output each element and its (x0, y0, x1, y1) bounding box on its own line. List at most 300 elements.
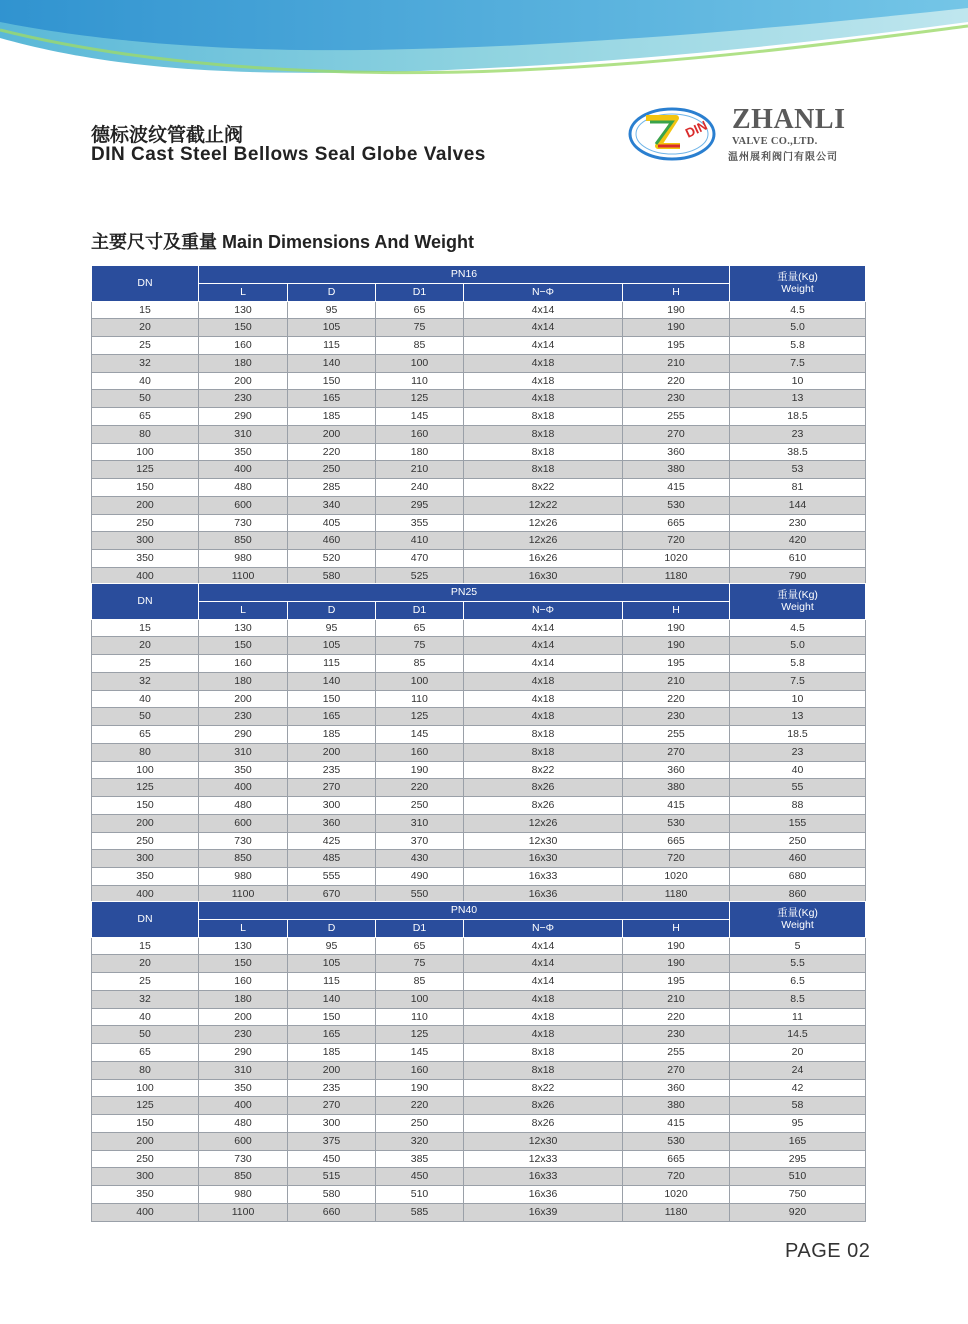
table-cell: 8x22 (464, 1079, 623, 1097)
table-cell: 730 (199, 514, 288, 532)
table-cell: 450 (376, 1168, 464, 1186)
table-cell: 4x14 (464, 637, 623, 655)
table-cell: 405 (288, 514, 376, 532)
table-cell: 4x14 (464, 619, 623, 637)
table-cell: 4x14 (464, 319, 623, 337)
table-cell: 270 (623, 1061, 730, 1079)
table-cell: 220 (623, 690, 730, 708)
table-cell: 250 (92, 514, 199, 532)
table-cell: 1100 (199, 567, 288, 585)
table-cell: 5.8 (730, 337, 866, 355)
table-cell: 195 (623, 655, 730, 673)
table-cell: 600 (199, 1132, 288, 1150)
table-cell: 81 (730, 479, 866, 497)
table-cell: 300 (92, 532, 199, 550)
table-cell: 5 (730, 937, 866, 955)
table-cell: 4x14 (464, 955, 623, 973)
table-row (92, 1203, 866, 1221)
table-cell: 40 (92, 690, 199, 708)
logo-company-cn: 温州展利阀门有限公司 (728, 152, 838, 163)
table-cell: 480 (199, 797, 288, 815)
table-cell: 8x26 (464, 779, 623, 797)
table-cell: 190 (623, 637, 730, 655)
table-cell: 23 (730, 425, 866, 443)
table-cell: 400 (92, 567, 199, 585)
table-row (92, 832, 866, 850)
table-cell: 145 (376, 1044, 464, 1062)
table-row (92, 637, 866, 655)
table-cell: 8x22 (464, 479, 623, 497)
table-cell: 4x14 (464, 937, 623, 955)
table-cell: 980 (199, 1186, 288, 1204)
table-cell: 490 (376, 868, 464, 886)
table-row (92, 1115, 866, 1133)
table-cell: 8x22 (464, 761, 623, 779)
table-cell: 75 (376, 637, 464, 655)
table-cell: 24 (730, 1061, 866, 1079)
col-header-l: L (199, 601, 288, 619)
table-cell: 12x26 (464, 514, 623, 532)
table-cell: 410 (376, 532, 464, 550)
table-cell: 185 (288, 726, 376, 744)
table-cell: 160 (376, 743, 464, 761)
col-header-d: D (288, 283, 376, 301)
col-header-d: D (288, 601, 376, 619)
table-cell: 230 (199, 1026, 288, 1044)
table-cell: 400 (199, 779, 288, 797)
table-cell: 20 (92, 955, 199, 973)
table-cell: 150 (92, 1115, 199, 1133)
table-row (92, 408, 866, 426)
table-cell: 58 (730, 1097, 866, 1115)
pressure-class-header: PN40 (199, 902, 730, 920)
table-cell: 250 (92, 1150, 199, 1168)
table-cell: 295 (730, 1150, 866, 1168)
table-row (92, 514, 866, 532)
table-cell: 12x30 (464, 1132, 623, 1150)
table-cell: 18.5 (730, 408, 866, 426)
table-cell: 270 (623, 743, 730, 761)
table-cell: 230 (199, 390, 288, 408)
table-cell: 190 (623, 937, 730, 955)
section-title: 主要尺寸及重量 Main Dimensions And Weight (91, 232, 475, 252)
table-cell: 1100 (199, 885, 288, 903)
table-cell: 250 (92, 832, 199, 850)
table-cell: 610 (730, 550, 866, 568)
table-row (92, 708, 866, 726)
table-cell: 12x22 (464, 496, 623, 514)
table-cell: 95 (288, 619, 376, 637)
table-cell: 13 (730, 708, 866, 726)
table-cell: 105 (288, 319, 376, 337)
table-row (92, 1186, 866, 1204)
table-row (92, 814, 866, 832)
table-cell: 400 (199, 461, 288, 479)
table-cell: 300 (92, 1168, 199, 1186)
table-cell: 13 (730, 390, 866, 408)
table-cell: 85 (376, 973, 464, 991)
table-row (92, 443, 866, 461)
table-cell: 140 (288, 354, 376, 372)
table-cell: 4x14 (464, 301, 623, 319)
dimension-table-pn25 (91, 583, 866, 904)
table-cell: 10 (730, 690, 866, 708)
table-cell: 4x14 (464, 655, 623, 673)
table-cell: 8x18 (464, 443, 623, 461)
table-row (92, 479, 866, 497)
table-cell: 32 (92, 354, 199, 372)
table-cell: 1020 (623, 868, 730, 886)
table-cell: 15 (92, 301, 199, 319)
table-cell: 530 (623, 814, 730, 832)
table-cell: 5.8 (730, 655, 866, 673)
table-cell: 23 (730, 743, 866, 761)
table-cell: 32 (92, 672, 199, 690)
table-cell: 85 (376, 337, 464, 355)
table-cell: 200 (199, 372, 288, 390)
table-cell: 190 (376, 1079, 464, 1097)
table-cell: 130 (199, 937, 288, 955)
table-cell: 665 (623, 1150, 730, 1168)
table-row (92, 1079, 866, 1097)
table-cell: 8x26 (464, 1115, 623, 1133)
table-cell: 1020 (623, 1186, 730, 1204)
table-cell: 4x18 (464, 1008, 623, 1026)
col-header-weight (730, 584, 866, 620)
table-row (92, 955, 866, 973)
table-cell: 480 (199, 1115, 288, 1133)
table-cell: 165 (288, 1026, 376, 1044)
table-cell: 355 (376, 514, 464, 532)
table-cell: 145 (376, 726, 464, 744)
table-cell: 8x18 (464, 1044, 623, 1062)
table-cell: 5.5 (730, 955, 866, 973)
table-cell: 4x18 (464, 990, 623, 1008)
table-cell: 210 (623, 672, 730, 690)
col-header-n: N−Φ (464, 919, 623, 937)
table-cell: 200 (288, 743, 376, 761)
table-cell: 53 (730, 461, 866, 479)
table-cell: 220 (376, 779, 464, 797)
table-row (92, 550, 866, 568)
table-row (92, 619, 866, 637)
table-cell: 185 (288, 1044, 376, 1062)
table-cell: 12x26 (464, 532, 623, 550)
table-row (92, 761, 866, 779)
table-cell: 850 (199, 1168, 288, 1186)
table-cell: 720 (623, 532, 730, 550)
table-cell: 340 (288, 496, 376, 514)
table-cell: 255 (623, 726, 730, 744)
table-row (92, 797, 866, 815)
table-cell: 230 (730, 514, 866, 532)
weight-label-en: Weight (781, 919, 814, 932)
table-cell: 285 (288, 479, 376, 497)
table-cell: 600 (199, 814, 288, 832)
col-header-d1: D1 (376, 601, 464, 619)
table-row (92, 850, 866, 868)
table-cell: 7.5 (730, 354, 866, 372)
table-cell: 100 (376, 354, 464, 372)
table-cell: 14.5 (730, 1026, 866, 1044)
table-cell: 1100 (199, 1203, 288, 1221)
table-cell: 530 (623, 496, 730, 514)
table-cell: 6.5 (730, 973, 866, 991)
table-cell: 150 (199, 637, 288, 655)
table-cell: 235 (288, 1079, 376, 1097)
table-cell: 8x26 (464, 797, 623, 815)
table-cell: 8x26 (464, 1097, 623, 1115)
table-cell: 15 (92, 937, 199, 955)
table-cell: 860 (730, 885, 866, 903)
table-cell: 585 (376, 1203, 464, 1221)
table-cell: 460 (730, 850, 866, 868)
col-header-d: D (288, 919, 376, 937)
table-cell: 8x18 (464, 408, 623, 426)
table-cell: 510 (376, 1186, 464, 1204)
table-cell: 16x36 (464, 1186, 623, 1204)
logo-company-name: ZHANLI (732, 104, 846, 135)
table-cell: 65 (376, 937, 464, 955)
table-cell: 400 (92, 1203, 199, 1221)
table-cell: 32 (92, 990, 199, 1008)
table-cell: 240 (376, 479, 464, 497)
table-cell: 115 (288, 337, 376, 355)
table-cell: 7.5 (730, 672, 866, 690)
table-cell: 12x30 (464, 832, 623, 850)
table-cell: 360 (623, 443, 730, 461)
table-cell: 50 (92, 1026, 199, 1044)
col-header-weight (730, 266, 866, 302)
table-cell: 100 (92, 443, 199, 461)
table-row (92, 868, 866, 886)
table-cell: 380 (623, 461, 730, 479)
table-row (92, 1008, 866, 1026)
table-cell: 80 (92, 743, 199, 761)
table-cell: 580 (288, 1186, 376, 1204)
weight-label-cn: 重量(Kg) (777, 271, 818, 284)
table-cell: 450 (288, 1150, 376, 1168)
table-cell: 290 (199, 726, 288, 744)
table-cell: 525 (376, 567, 464, 585)
table-cell: 600 (199, 496, 288, 514)
table-cell: 250 (730, 832, 866, 850)
table-cell: 165 (288, 708, 376, 726)
table-cell: 200 (199, 1008, 288, 1026)
table-cell: 350 (92, 1186, 199, 1204)
table-cell: 255 (623, 408, 730, 426)
table-cell: 665 (623, 832, 730, 850)
table-cell: 125 (376, 390, 464, 408)
table-cell: 1180 (623, 885, 730, 903)
table-cell: 660 (288, 1203, 376, 1221)
table-cell: 8x18 (464, 726, 623, 744)
table-cell: 380 (623, 779, 730, 797)
table-cell: 210 (623, 354, 730, 372)
table-cell: 55 (730, 779, 866, 797)
table-cell: 250 (376, 1115, 464, 1133)
weight-label-en: Weight (781, 283, 814, 296)
weight-label-cn: 重量(Kg) (777, 907, 818, 920)
table-cell: 11 (730, 1008, 866, 1026)
table-cell: 350 (92, 868, 199, 886)
col-header-dn: DN (92, 902, 199, 938)
table-cell: 80 (92, 1061, 199, 1079)
dimension-table-pn40 (91, 901, 866, 1222)
table-cell: 385 (376, 1150, 464, 1168)
table-cell: 8.5 (730, 990, 866, 1008)
table-cell: 88 (730, 797, 866, 815)
table-cell: 42 (730, 1079, 866, 1097)
table-cell: 160 (376, 425, 464, 443)
table-cell: 190 (623, 301, 730, 319)
table-cell: 790 (730, 567, 866, 585)
table-cell: 95 (288, 937, 376, 955)
col-header-n: N−Φ (464, 283, 623, 301)
table-cell: 730 (199, 1150, 288, 1168)
table-row (92, 743, 866, 761)
table-cell: 220 (376, 1097, 464, 1115)
table-cell: 1180 (623, 1203, 730, 1221)
table-row (92, 655, 866, 673)
table-cell: 180 (199, 354, 288, 372)
table-cell: 190 (376, 761, 464, 779)
table-cell: 430 (376, 850, 464, 868)
table-row (92, 1150, 866, 1168)
table-cell: 10 (730, 372, 866, 390)
col-header-d1: D1 (376, 283, 464, 301)
table-cell: 4x18 (464, 708, 623, 726)
table-cell: 200 (199, 690, 288, 708)
table-cell: 4x14 (464, 973, 623, 991)
col-header-h: H (623, 283, 730, 301)
col-header-l: L (199, 283, 288, 301)
table-cell: 420 (730, 532, 866, 550)
table-cell: 530 (623, 1132, 730, 1150)
table-cell: 80 (92, 425, 199, 443)
table-cell: 235 (288, 761, 376, 779)
table-cell: 300 (288, 1115, 376, 1133)
table-cell: 25 (92, 337, 199, 355)
col-header-d1: D1 (376, 919, 464, 937)
table-row (92, 1132, 866, 1150)
table-cell: 20 (730, 1044, 866, 1062)
table-cell: 190 (623, 319, 730, 337)
table-row (92, 425, 866, 443)
table-cell: 16x33 (464, 868, 623, 886)
table-cell: 485 (288, 850, 376, 868)
table-cell: 350 (199, 761, 288, 779)
table-row (92, 1097, 866, 1115)
logo-company-sub: VALVE CO.,LTD. (732, 136, 818, 147)
table-cell: 150 (288, 690, 376, 708)
table-cell: 20 (92, 319, 199, 337)
table-cell: 350 (199, 443, 288, 461)
pressure-class-header: PN25 (199, 584, 730, 602)
table-cell: 4x18 (464, 690, 623, 708)
table-cell: 140 (288, 990, 376, 1008)
table-cell: 980 (199, 868, 288, 886)
weight-label-en: Weight (781, 601, 814, 614)
table-cell: 15 (92, 619, 199, 637)
table-cell: 200 (92, 814, 199, 832)
col-header-weight (730, 902, 866, 938)
table-cell: 185 (288, 408, 376, 426)
table-row (92, 496, 866, 514)
table-cell: 110 (376, 690, 464, 708)
table-cell: 670 (288, 885, 376, 903)
table-cell: 290 (199, 1044, 288, 1062)
table-cell: 290 (199, 408, 288, 426)
table-cell: 150 (288, 372, 376, 390)
table-cell: 16x39 (464, 1203, 623, 1221)
table-cell: 100 (376, 672, 464, 690)
table-cell: 230 (623, 390, 730, 408)
table-cell: 750 (730, 1186, 866, 1204)
table-cell: 125 (92, 779, 199, 797)
table-cell: 980 (199, 550, 288, 568)
table-cell: 165 (288, 390, 376, 408)
table-row (92, 672, 866, 690)
table-cell: 144 (730, 496, 866, 514)
table-cell: 220 (623, 1008, 730, 1026)
table-cell: 25 (92, 973, 199, 991)
table-cell: 190 (623, 619, 730, 637)
table-row (92, 1026, 866, 1044)
col-header-dn: DN (92, 266, 199, 302)
table-cell: 95 (730, 1115, 866, 1133)
table-cell: 200 (288, 1061, 376, 1079)
table-cell: 125 (92, 461, 199, 479)
table-header-row (92, 902, 866, 920)
table-cell: 515 (288, 1168, 376, 1186)
table-cell: 380 (623, 1097, 730, 1115)
table-cell: 100 (376, 990, 464, 1008)
table-cell: 4.5 (730, 301, 866, 319)
table-cell: 415 (623, 479, 730, 497)
table-cell: 16x26 (464, 550, 623, 568)
table-cell: 250 (376, 797, 464, 815)
pressure-class-header: PN16 (199, 266, 730, 284)
table-cell: 255 (623, 1044, 730, 1062)
table-cell: 195 (623, 973, 730, 991)
table-cell: 125 (92, 1097, 199, 1115)
table-row (92, 390, 866, 408)
col-header-h: H (623, 601, 730, 619)
page-number: PAGE 02 (785, 1240, 871, 1262)
table-cell: 200 (92, 496, 199, 514)
table-cell: 200 (288, 425, 376, 443)
table-cell: 8x18 (464, 425, 623, 443)
table-cell: 180 (199, 990, 288, 1008)
col-header-n: N−Φ (464, 601, 623, 619)
table-cell: 470 (376, 550, 464, 568)
table-row (92, 354, 866, 372)
table-cell: 16x30 (464, 567, 623, 585)
table-cell: 16x33 (464, 1168, 623, 1186)
table-cell: 180 (376, 443, 464, 461)
table-cell: 415 (623, 797, 730, 815)
table-cell: 155 (730, 814, 866, 832)
table-cell: 415 (623, 1115, 730, 1133)
table-cell: 160 (199, 655, 288, 673)
table-row (92, 990, 866, 1008)
table-cell: 425 (288, 832, 376, 850)
table-cell: 8x18 (464, 743, 623, 761)
table-cell: 375 (288, 1132, 376, 1150)
col-header-l: L (199, 919, 288, 937)
table-cell: 350 (92, 550, 199, 568)
